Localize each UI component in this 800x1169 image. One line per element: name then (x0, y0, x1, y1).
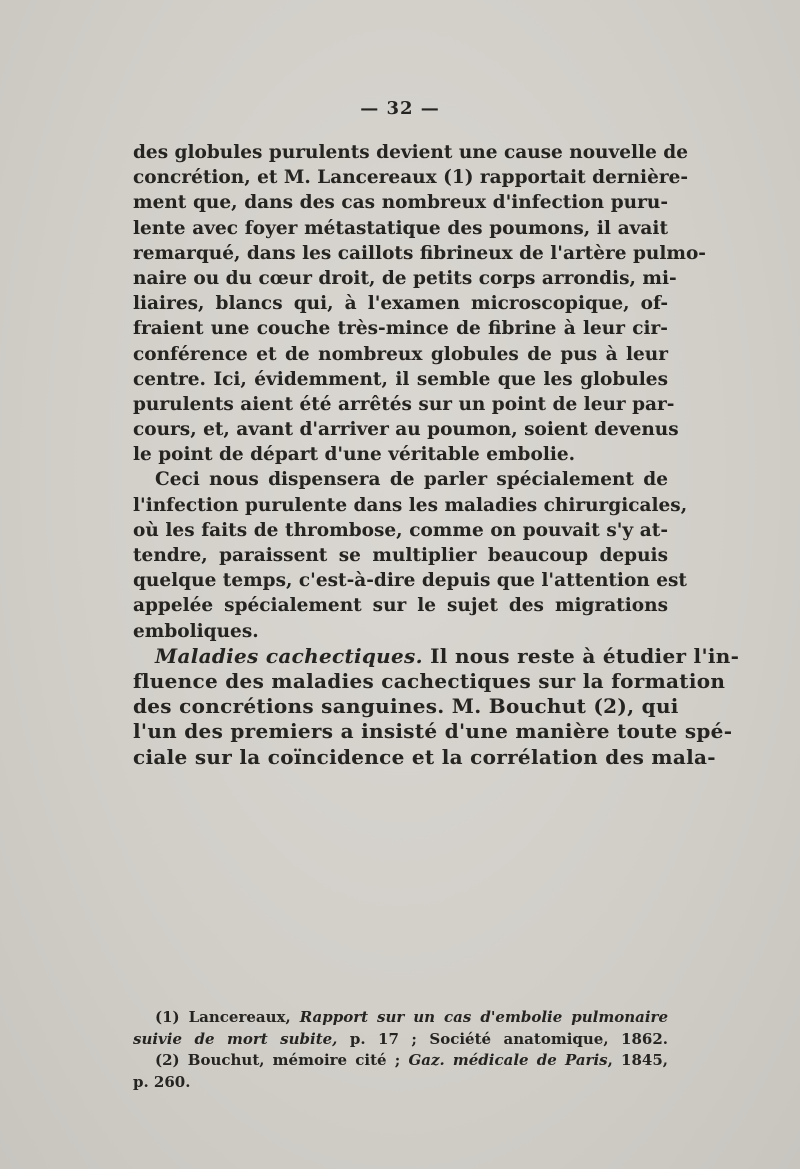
body-line: naire ou du cœur droit, de petits corps arrondis, mi- (133, 267, 677, 289)
body-line: des concrétions sanguines. M. Bouchut (2), qui (133, 694, 679, 719)
body-line: conférence et de nombreux globules de pus à leur (133, 343, 668, 365)
body-line: centre. Ici, évidemment, il semble que les globules (133, 368, 668, 390)
body-line: des globules purulents devient une cause nouvelle de (133, 142, 688, 163)
section-heading: Maladies cachectiques. (155, 643, 423, 668)
body-line: quelque temps, c'est-à-dire depuis que l'attention est (133, 570, 687, 592)
body-line: ciale sur la coïncidence et la corrélation des mala- (133, 744, 716, 769)
body-line: Ceci nous dispensera de parler spécialement de (155, 469, 668, 491)
footnotes (133, 1007, 668, 1093)
footnote-line: p. 260. (133, 1072, 191, 1091)
italic-title: Gaz. médicale de Paris (408, 1051, 608, 1069)
italic-title: Rapport sur un cas d'embolie pulmonaire (299, 1008, 668, 1026)
italic-title: suivie de mort subite, (133, 1029, 338, 1048)
body-line: le point de départ d'une véritable embolie. (133, 444, 576, 466)
body-line: appelée spécialement sur le sujet des migrations (133, 595, 668, 617)
body-line: fraient une couche très-mince de fibrine à leur cir- (133, 318, 668, 340)
body-line: fluence des maladies cachectiques sur la formation (133, 668, 726, 693)
body-line: remarqué, dans les caillots fibrineux de l'artère pulmo- (133, 242, 706, 264)
body-line: l'un des premiers a insisté d'une manière toute spé- (133, 719, 733, 744)
body-text (133, 140, 740, 770)
body-line: emboliques. (133, 620, 259, 642)
body-line: purulents aient été arrêtés sur un point de leur par- (133, 393, 675, 415)
body-line: liaires, blancs qui, à l'examen microscopique, of- (133, 293, 668, 315)
page-number: — 32 — (360, 98, 440, 119)
body-line: ment que, dans des cas nombreux d'infection puru- (133, 192, 668, 214)
body-line: tendre, paraissent se multiplier beaucoup depuis (133, 545, 668, 566)
footnote-line: suivie de mort subite, p. 17 ; Société anatomique, 1862. (133, 1029, 668, 1048)
body-line: lente avec foyer métastatique des poumons, il avait (133, 217, 668, 239)
body-line: cours, et, avant d'arriver au poumon, soient devenus (133, 419, 679, 441)
footnote-1: (1) Lancereaux, Rapport sur un cas d'embolie pulmonaire (155, 1008, 668, 1026)
body-line: où les faits de thrombose, comme on pouvait s'y at- (133, 519, 668, 541)
footnote-2: (2) Bouchut, mémoire cité ; Gaz. médicale de Paris, 1845, (155, 1051, 668, 1069)
section-heading-line: Maladies cachectiques. Il nous reste à étudier l'in- (155, 643, 740, 668)
body-line: l'infection purulente dans les maladies chirurgicales, (133, 494, 688, 516)
body-line: concrétion, et M. Lancereaux (1) rapportait dernière- (133, 167, 689, 189)
